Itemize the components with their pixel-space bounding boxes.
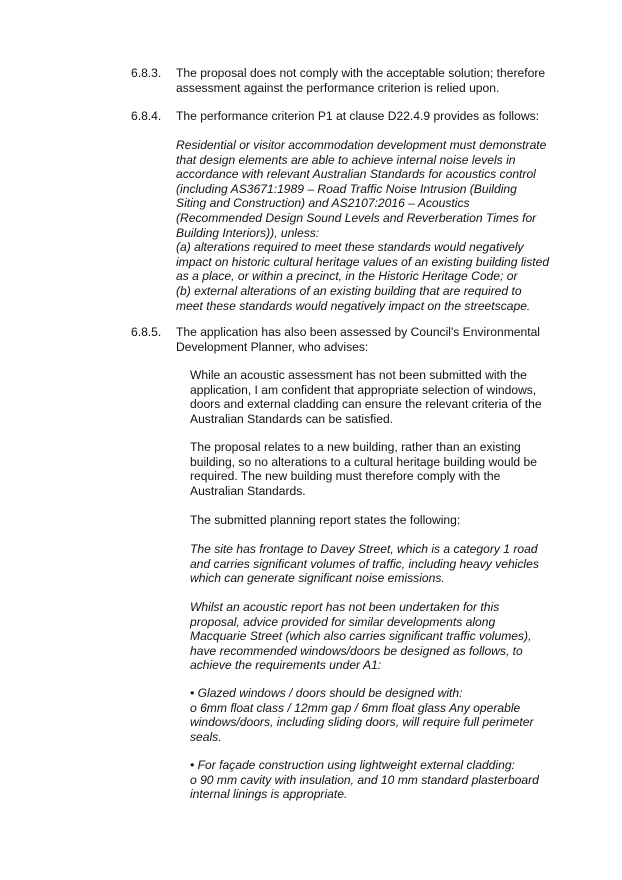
section-text-6-8-4: The performance criterion P1 at clause D22.4.9 provides as follows:: [176, 109, 539, 123]
section-number-6-8-3: 6.8.3.: [131, 66, 162, 80]
section-text-6-8-3: The proposal does not comply with the acceptable solution; therefore assessment against the performance criterion is relied upon.: [176, 66, 546, 95]
glazing-recommendation: • Glazed windows / doors should be designed with: o 6mm float class / 12mm gap / 6mm float glass Any operable windows/doors, including sliding doors, will require full perimeter seals.: [190, 686, 534, 744]
planning-report-quote: The site has frontage to Davey Street, which is a category 1 road and carries significant volumes of traffic, including heavy vehicles which can generate significant noise emissions.: [190, 542, 539, 586]
section-number-6-8-4: 6.8.4.: [131, 109, 162, 123]
planning-report-quote: Whilst an acoustic report has not been undertaken for this proposal, advice provided for similar developments along Macquarie Street (which also carries significant traffic volumes), have recommended windows/doors be designed as follows, to achieve the requirements under A1:: [190, 600, 532, 673]
performance-criterion-quote: Residential or visitor accommodation development must demonstrate that design elements are able to achieve internal noise levels in accordance with relevant Australian Standards for acoustics control (including AS3671:1989 – Road Traffic Noise Intrusion (Building Siting and Construction) and AS2107:2016 – Acoustics (Recommended Design Sound Levels and Reverberation Times for Building Interiors)), unless: (a) alterations required to meet these standards would negatively impact on historic cultural heritage values of an existing building listed as a place, or within a precinct, in the Historic Heritage Code; or (b) external alterations of an existing building that are required to meet these standards would negatively impact on the streetscape.: [176, 138, 550, 313]
planner-advice-paragraph: While an acoustic assessment has not been submitted with the application, I am confident that appropriate selection of windows, doors and external cladding can ensure the relevant criteria of the Australian Standards can be satisfied.: [190, 368, 542, 426]
section-number-6-8-5: 6.8.5.: [131, 325, 162, 339]
planner-advice-paragraph: The proposal relates to a new building, rather than an existing building, so no alterations to a cultural heritage building would be required. The new building must therefore comply with the Australian Standards.: [190, 440, 537, 498]
planner-advice-paragraph: The submitted planning report states the following:: [190, 513, 461, 527]
section-text-6-8-5: The application has also been assessed by Council's Environmental Development Planner, who advises:: [176, 325, 540, 354]
cladding-recommendation: • For façade construction using lightweight external cladding: o 90 mm cavity with insulation, and 10 mm standard plasterboard internal linings is appropriate.: [190, 758, 539, 802]
